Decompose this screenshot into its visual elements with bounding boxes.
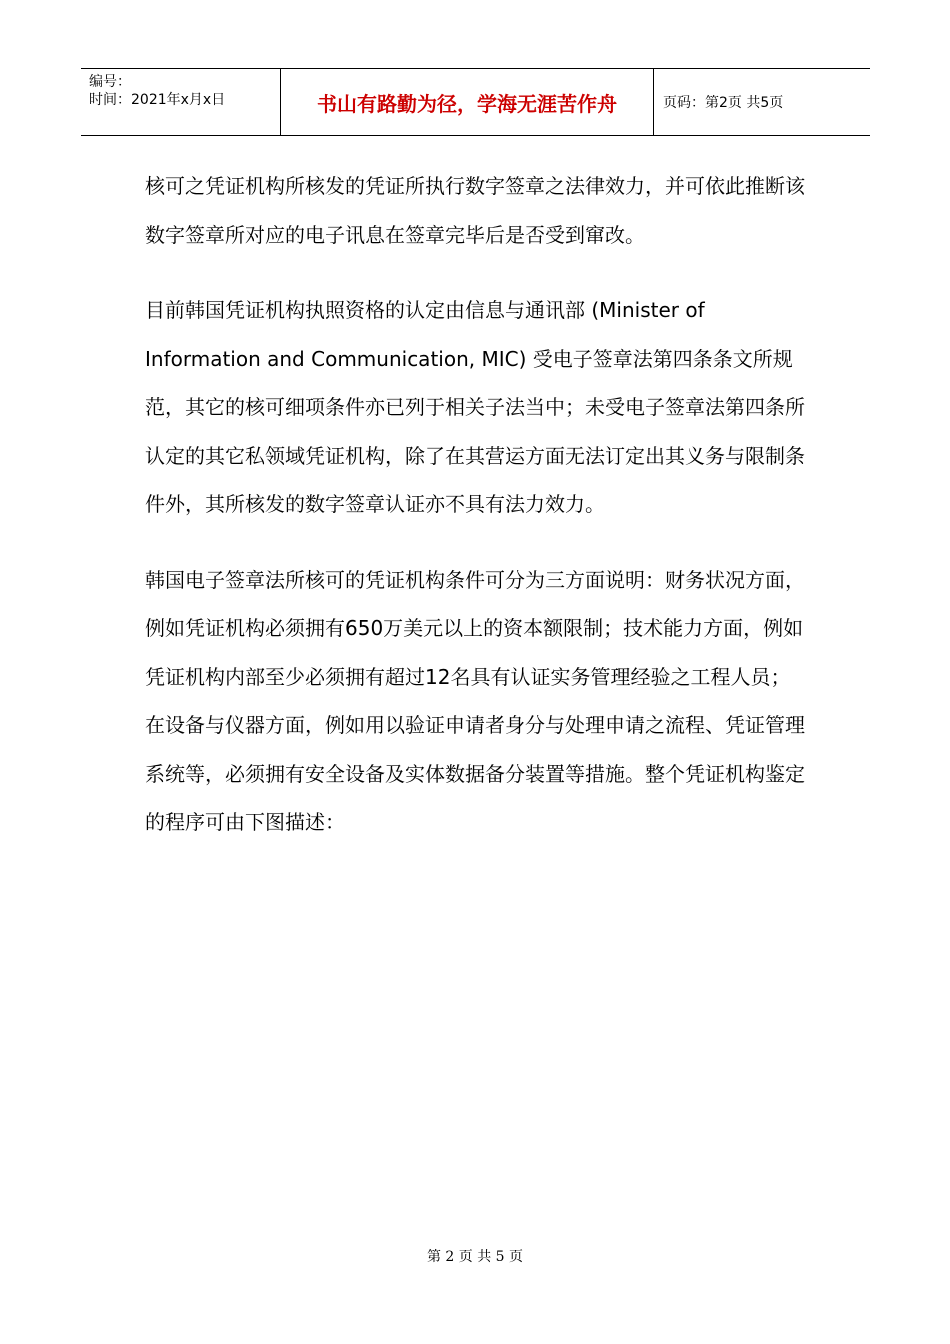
page-header xyxy=(81,68,870,136)
header-motto: 书山有路勤为径，学海无涯苦作舟 xyxy=(317,91,617,116)
document-body xyxy=(145,162,810,874)
footer-page-number: 第 2 页 共 5 页 xyxy=(426,1249,524,1265)
paragraph: 目前韩国凭证机构执照资格的认定由信息与通讯部 (Minister of Information and Communication, MIC) 受电子签章法第四条条文所规范，其它的核可细项条件亦已列于相关子法当中；未受电子签章法第四条所认定的其它私领域凭证机构，除了在其营运方面无法订定出其义务与限制条件外，其所核发的数字签章认证亦不具有法力效力。 xyxy=(145,298,805,516)
header-page-info: 页码：第2页 共5页 xyxy=(663,95,784,111)
header-page-cell xyxy=(654,69,870,135)
paragraph: 韩国电子签章法所核可的凭证机构条件可分为三方面说明：财务状况方面，例如凭证机构必须拥有650万美元以上的资本额限制；技术能力方面，例如凭证机构内部至少必须拥有超过12名具有认证实务管理经验之工程人员；在设备与仪器方面，例如用以验证申请者身分与处理申请之流程、凭证管理系统等，必须拥有安全设备及实体数据备分装置等措施。整个凭证机构鉴定的程序可由下图描述： xyxy=(145,567,805,834)
paragraph: 核可之凭证机构所核发的凭证所执行数字签章之法律效力，并可依此推断该数字签章所对应的电子讯息在签章完毕后是否受到窜改。 xyxy=(145,174,805,247)
header-meta-cell xyxy=(81,69,281,135)
document-date: 时间：2021年x月x日 xyxy=(89,92,226,108)
document-number-label: 编号： xyxy=(89,74,131,90)
page-footer xyxy=(0,1246,950,1266)
header-motto-cell xyxy=(281,69,654,135)
